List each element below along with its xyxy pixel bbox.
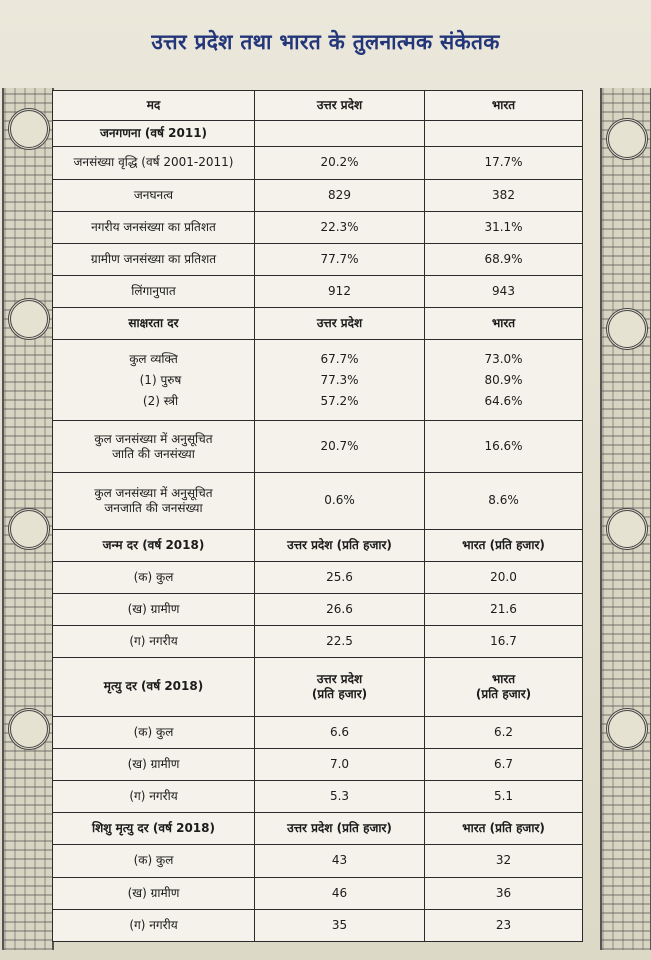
medallion-ornament bbox=[606, 708, 648, 750]
table-row bbox=[53, 561, 583, 593]
birth-india-heading: भारत (प्रति हजार) bbox=[425, 529, 583, 561]
medallion-ornament bbox=[606, 118, 648, 160]
up-value: 22.3% bbox=[255, 211, 425, 243]
label-line: कुल जनसंख्या में अनुसूचित bbox=[94, 485, 213, 500]
literacy-labels bbox=[53, 340, 255, 420]
up-value: 77.3% bbox=[320, 372, 359, 387]
up-value: 26.6 bbox=[255, 593, 425, 625]
india-value: 16.7 bbox=[425, 626, 583, 658]
right-decorative-border bbox=[600, 88, 651, 950]
row-label: (ख) ग्रामीण bbox=[53, 877, 255, 909]
section-header-row bbox=[53, 529, 583, 561]
table-row bbox=[53, 593, 583, 625]
up-value: 22.5 bbox=[255, 626, 425, 658]
death-up-heading bbox=[255, 658, 425, 716]
row-label: (2) स्त्री bbox=[142, 393, 179, 408]
up-value: 67.7% bbox=[320, 351, 359, 366]
india-value: 23 bbox=[425, 909, 583, 941]
heading-line: (प्रति हजार) bbox=[475, 686, 532, 701]
table-row bbox=[53, 845, 583, 877]
india-value: 64.6% bbox=[484, 393, 523, 408]
up-value: 829 bbox=[255, 179, 425, 211]
empty-cell bbox=[255, 121, 425, 147]
row-label: नगरीय जनसंख्या का प्रतिशत bbox=[53, 211, 255, 243]
table-row bbox=[53, 147, 583, 179]
heading-line: उत्तर प्रदेश bbox=[316, 671, 363, 686]
india-value: 20.0 bbox=[425, 561, 583, 593]
table-row bbox=[53, 748, 583, 780]
row-label: जनघनत्व bbox=[53, 179, 255, 211]
section-header-row bbox=[53, 658, 583, 716]
table-row bbox=[53, 473, 583, 529]
table-row bbox=[53, 211, 583, 243]
table-header-row bbox=[53, 91, 583, 121]
table-row bbox=[53, 179, 583, 211]
left-decorative-border bbox=[2, 88, 54, 950]
birth-up-heading: उत्तर प्रदेश (प्रति हजार) bbox=[255, 529, 425, 561]
row-label: ग्रामीण जनसंख्या का प्रतिशत bbox=[53, 243, 255, 275]
up-value: 912 bbox=[255, 276, 425, 308]
table-row bbox=[53, 243, 583, 275]
death-india-heading bbox=[425, 658, 583, 716]
literacy-up-values bbox=[255, 340, 425, 420]
row-label bbox=[53, 473, 255, 529]
up-value: 77.7% bbox=[255, 243, 425, 275]
up-value: 0.6% bbox=[255, 473, 425, 529]
up-value: 7.0 bbox=[255, 748, 425, 780]
medallion-ornament bbox=[606, 308, 648, 350]
row-label: जनसंख्या वृद्धि (वर्ष 2001-2011) bbox=[53, 147, 255, 179]
literacy-india-values bbox=[425, 340, 583, 420]
birth-heading: जन्म दर (वर्ष 2018) bbox=[53, 529, 255, 561]
row-label: (क) कुल bbox=[53, 845, 255, 877]
row-label: (ग) नगरीय bbox=[53, 909, 255, 941]
death-heading: मृत्यु दर (वर्ष 2018) bbox=[53, 658, 255, 716]
table-row bbox=[53, 276, 583, 308]
table-row bbox=[53, 716, 583, 748]
up-value: 6.6 bbox=[255, 716, 425, 748]
page-title: उत्तर प्रदेश तथा भारत के तुलनात्मक संकेतक bbox=[151, 30, 500, 54]
india-value: 68.9% bbox=[425, 243, 583, 275]
medallion-ornament bbox=[606, 508, 648, 550]
table-row bbox=[53, 877, 583, 909]
india-value: 80.9% bbox=[484, 372, 523, 387]
india-value: 6.7 bbox=[425, 748, 583, 780]
india-value: 32 bbox=[425, 845, 583, 877]
literacy-heading: साक्षरता दर bbox=[53, 308, 255, 340]
label-line: कुल जनसंख्या में अनुसूचित bbox=[94, 431, 213, 446]
row-label: लिंगानुपात bbox=[53, 276, 255, 308]
header-item: मद bbox=[53, 91, 255, 121]
header-up: उत्तर प्रदेश bbox=[255, 91, 425, 121]
medallion-ornament bbox=[8, 298, 50, 340]
census-heading: जनगणना (वर्ष 2011) bbox=[53, 121, 255, 147]
row-label: (ग) नगरीय bbox=[53, 780, 255, 812]
row-label: (ख) ग्रामीण bbox=[53, 593, 255, 625]
heading-line: भारत bbox=[491, 671, 516, 686]
up-value: 43 bbox=[255, 845, 425, 877]
infant-up-heading: उत्तर प्रदेश (प्रति हजार) bbox=[255, 813, 425, 845]
header-india: भारत bbox=[425, 91, 583, 121]
label-line: जाति की जनसंख्या bbox=[112, 446, 195, 461]
infant-heading: शिशु मृत्यु दर (वर्ष 2018) bbox=[53, 813, 255, 845]
india-value: 16.6% bbox=[425, 420, 583, 472]
table-row bbox=[53, 626, 583, 658]
row-label: (क) कुल bbox=[53, 561, 255, 593]
up-value: 35 bbox=[255, 909, 425, 941]
india-value: 36 bbox=[425, 877, 583, 909]
row-label: (ग) नगरीय bbox=[53, 626, 255, 658]
india-value: 943 bbox=[425, 276, 583, 308]
india-value: 21.6 bbox=[425, 593, 583, 625]
up-value: 25.6 bbox=[255, 561, 425, 593]
india-value: 382 bbox=[425, 179, 583, 211]
table-row bbox=[53, 909, 583, 941]
up-value: 5.3 bbox=[255, 780, 425, 812]
india-value: 73.0% bbox=[484, 351, 523, 366]
section-header-row bbox=[53, 308, 583, 340]
literacy-india-heading: भारत bbox=[425, 308, 583, 340]
label-line: जनजाति की जनसंख्या bbox=[104, 500, 203, 515]
literacy-group-row bbox=[53, 340, 583, 420]
up-value: 57.2% bbox=[320, 393, 359, 408]
medallion-ornament bbox=[8, 108, 50, 150]
india-value: 17.7% bbox=[425, 147, 583, 179]
infant-india-heading: भारत (प्रति हजार) bbox=[425, 813, 583, 845]
table-row bbox=[53, 420, 583, 472]
section-header-row bbox=[53, 121, 583, 147]
section-header-row bbox=[53, 813, 583, 845]
comparison-table bbox=[52, 90, 583, 942]
literacy-up-heading: उत्तर प्रदेश bbox=[255, 308, 425, 340]
row-label: (ख) ग्रामीण bbox=[53, 748, 255, 780]
up-value: 46 bbox=[255, 877, 425, 909]
india-value: 8.6% bbox=[425, 473, 583, 529]
row-label bbox=[53, 420, 255, 472]
medallion-ornament bbox=[8, 508, 50, 550]
medallion-ornament bbox=[8, 708, 50, 750]
up-value: 20.7% bbox=[255, 420, 425, 472]
row-label: (क) कुल bbox=[53, 716, 255, 748]
india-value: 31.1% bbox=[425, 211, 583, 243]
heading-line: (प्रति हजार) bbox=[311, 686, 368, 701]
empty-cell bbox=[425, 121, 583, 147]
up-value: 20.2% bbox=[255, 147, 425, 179]
india-value: 6.2 bbox=[425, 716, 583, 748]
row-label: (1) पुरुष bbox=[139, 372, 182, 387]
table-row bbox=[53, 780, 583, 812]
india-value: 5.1 bbox=[425, 780, 583, 812]
row-label: कुल व्यक्ति bbox=[129, 351, 178, 366]
